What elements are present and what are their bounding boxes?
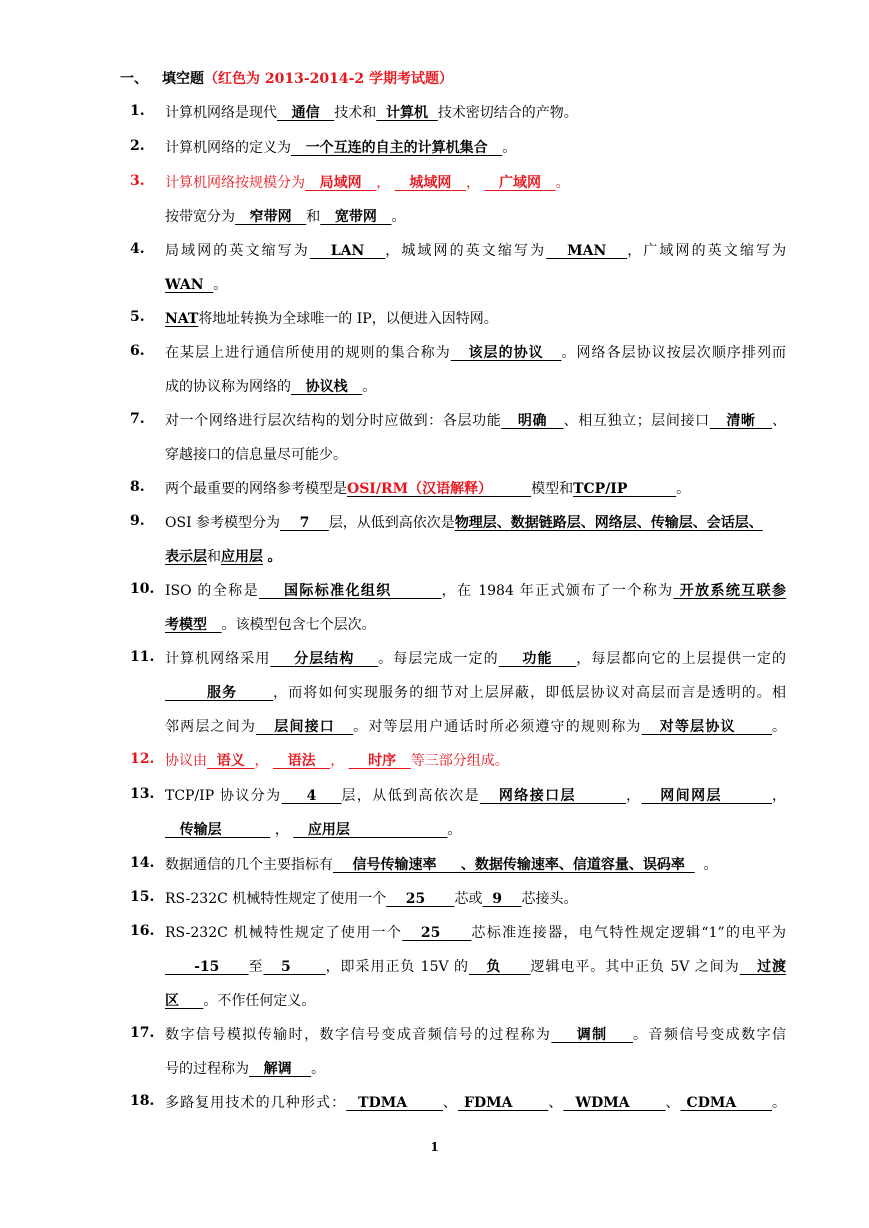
answer-blank: 清晰	[726, 413, 756, 429]
text: 技术和	[334, 105, 377, 121]
section-title: 填空题	[162, 71, 204, 87]
answer-blank: 语法	[287, 753, 316, 769]
question-line	[165, 103, 578, 123]
answer-blank: 服务	[206, 685, 238, 701]
text: ，在 1984 年正式颁布了一个称为	[441, 583, 674, 599]
question-line	[165, 377, 376, 397]
answer-blank: 宽带网	[334, 209, 377, 225]
answer-blank: 时序	[368, 753, 397, 769]
text: 。	[703, 857, 718, 873]
question-number: 3.	[130, 173, 145, 189]
question-number: 16.	[130, 923, 155, 939]
answer-blank: TCP/IP	[573, 481, 628, 497]
text: 。	[311, 1061, 326, 1077]
answer-blank: 层间接口	[274, 719, 335, 735]
text: ，即采用正负 15V 的	[325, 959, 469, 975]
question-number: 15.	[130, 889, 155, 905]
text: ，每层都向它的上层提供一定的	[576, 651, 787, 667]
text: 对一个网络进行层次结构的划分时应做到：各层功能	[165, 413, 502, 429]
text: 将地址转换为全球唯一的 IP，以便进入因特网。	[198, 311, 498, 327]
text: ，	[772, 788, 787, 804]
question-line	[165, 923, 786, 943]
answer-blank: 该层的协议	[468, 345, 544, 361]
answer-blank: 25	[420, 925, 441, 941]
answer-blank: 国际标准化组织	[283, 583, 392, 599]
text: ，	[376, 175, 391, 191]
answer-blank: 物理层、数据链路层、网络层、传输层、会话层、	[454, 515, 763, 531]
text: 、	[665, 1095, 681, 1111]
question-line	[165, 581, 786, 601]
text: 计算机网络是现代	[165, 105, 277, 121]
answer-blank: 区	[165, 993, 179, 1009]
question-number: 2.	[130, 138, 145, 154]
text: 至	[248, 959, 264, 975]
text: 成的协议称为网络的	[165, 379, 291, 395]
text: ，	[626, 788, 642, 804]
text: 层，从低到高依次是	[328, 515, 455, 531]
answer-blank: TDMA	[358, 1095, 408, 1111]
question-line	[165, 479, 690, 499]
text: 计算机网络按规模分为	[165, 175, 305, 191]
question-number: 10.	[130, 581, 155, 597]
text: 。	[447, 822, 462, 838]
question-line	[165, 889, 578, 909]
answer-blank: 开放系统互联参	[679, 583, 787, 599]
question-line	[165, 615, 376, 635]
text: 芯接头。	[521, 891, 578, 907]
text: ，	[465, 175, 480, 191]
question-line	[165, 445, 347, 465]
question-line	[165, 411, 786, 431]
answer-blank: 解调	[263, 1061, 292, 1077]
text: 。	[391, 209, 406, 225]
text: 。网络各层协议按层次顺序排列而	[561, 345, 787, 361]
answer-blank: 7	[299, 515, 310, 531]
text: 。该模型包含七个层次。	[221, 617, 376, 633]
text: 模型和	[531, 481, 574, 497]
question-line	[165, 241, 786, 261]
question-line	[165, 957, 786, 977]
text: 。	[267, 549, 282, 565]
question-line	[165, 1059, 325, 1079]
question-number: 17.	[130, 1025, 155, 1041]
answer-blank: WDMA	[575, 1095, 630, 1111]
answer-blank: 传输层	[179, 822, 222, 838]
text: 和	[207, 549, 221, 565]
text: 数据通信的几个主要指标有	[165, 857, 333, 873]
answer-blank: 网间网层	[660, 788, 722, 804]
question-line	[165, 513, 763, 533]
answer-blank: 局域网	[319, 175, 362, 191]
answer-blank: 对等层协议	[659, 719, 736, 735]
text: 。	[555, 175, 570, 191]
text: 、相互独立；层间接口	[563, 413, 710, 429]
text: 计算机网络采用	[165, 651, 271, 667]
text: ，	[330, 753, 345, 769]
answer-blank: 明确	[517, 413, 548, 429]
question-line	[165, 309, 498, 329]
text: 。	[362, 379, 377, 395]
text: 协议由	[165, 753, 207, 769]
text: 、	[772, 413, 787, 429]
text: 。	[772, 719, 787, 735]
text: 层，从低到高依次是	[341, 788, 481, 804]
answer-blank: 广域网	[499, 175, 542, 191]
answer-blank: 功能	[522, 651, 553, 667]
question-line	[165, 820, 461, 840]
question-line	[165, 547, 281, 567]
question-number: 6.	[130, 343, 145, 359]
answer-blank: 应用层	[307, 822, 350, 838]
question-number: 7.	[130, 411, 145, 427]
answer-blank: 分层结构	[294, 651, 355, 667]
answer-blank: 网络接口层	[498, 788, 576, 804]
text: 邻两层之间为	[165, 719, 257, 735]
question-line	[165, 343, 786, 363]
question-line	[165, 786, 786, 806]
question-number: 8.	[130, 479, 145, 495]
text: ，而将如何实现服务的细节对上层屏蔽，即低层协议对高层而言是透明的。相	[273, 685, 787, 701]
answer-blank: 协议栈	[305, 379, 348, 395]
answer-blank: LAN	[330, 243, 365, 259]
section-heading	[120, 68, 453, 88]
text: 在某层上进行通信所使用的规则的集合称为	[165, 345, 451, 361]
answer-blank: FDMA	[464, 1095, 513, 1111]
question-line	[165, 207, 406, 227]
question-line	[165, 649, 786, 669]
text: 按带宽分为	[165, 209, 235, 225]
question-number: 4.	[130, 241, 145, 257]
page-number: 1	[430, 1140, 439, 1154]
text: 芯或	[454, 891, 483, 907]
text: TCP/IP 协议分为	[165, 788, 282, 804]
text: 。对等层用户通话时所必须遵守的规则称为	[353, 719, 642, 735]
text: RS-232C 机械特性规定了使用一个	[165, 891, 387, 907]
text: 局域网的英文缩写为	[165, 243, 310, 259]
text: 计算机网络的定义为	[165, 140, 291, 156]
text: 等三部分组成。	[410, 753, 509, 769]
question-line	[165, 991, 315, 1011]
answer-blank: 通信	[291, 105, 320, 121]
text: 两个最重要的网络参考模型是	[165, 481, 347, 497]
text: 。每层完成一定的	[378, 651, 499, 667]
text: ，	[274, 822, 289, 838]
question-number: 11.	[130, 649, 155, 665]
answer-blank: 语义	[216, 753, 245, 769]
question-line	[165, 275, 227, 295]
text: 。	[502, 140, 517, 156]
question-line	[165, 751, 509, 771]
section-note: （红色为 2013-2014-2 学期考试题）	[204, 71, 454, 87]
answer-blank: 9	[492, 891, 502, 907]
answer-blank: -15	[194, 959, 220, 975]
question-line	[165, 173, 570, 193]
section-number: 一、	[120, 71, 148, 87]
text: 。	[213, 277, 228, 293]
text: 。不作任何定义。	[203, 993, 316, 1009]
question-line	[165, 683, 786, 703]
answer-blank: 过渡	[757, 959, 787, 975]
text: 穿越接口的信息量尽可能少。	[165, 447, 347, 463]
text: 、	[442, 1095, 459, 1111]
question-number: 18.	[130, 1093, 155, 1109]
question-line	[165, 855, 718, 875]
text: ，广域网的英文缩写为	[627, 243, 787, 259]
text: ISO 的全称是	[165, 583, 259, 599]
question-number: 12.	[130, 751, 155, 767]
answer-blank: 信号传输速率 、数据传输速率、信道容量、误码率	[352, 857, 685, 873]
answer-blank: 考模型	[165, 617, 207, 633]
text: 。音频信号变成数字信	[632, 1027, 787, 1043]
question-line	[165, 717, 786, 737]
answer-blank: 计算机	[386, 105, 428, 121]
answer-blank: MAN	[567, 243, 607, 259]
text: OSI 参考模型分为	[165, 515, 281, 531]
text: 数字信号模拟传输时，数字信号变成音频信号的过程称为	[165, 1027, 552, 1043]
answer-blank: OSI/RM（汉语解释）	[347, 481, 493, 497]
answer-blank: NAT	[165, 311, 199, 327]
question-number: 9.	[130, 513, 145, 529]
answer-blank: WAN	[165, 277, 204, 293]
text: 号的过程称为	[165, 1061, 249, 1077]
text: 和	[306, 209, 321, 225]
answer-blank: 25	[405, 891, 426, 907]
question-number: 13.	[130, 786, 155, 802]
question-line	[165, 1093, 786, 1113]
answer-blank: 一个互连的自主的计算机集合	[305, 140, 488, 156]
question-number: 14.	[130, 855, 155, 871]
text: 逻辑电平。其中正负 5V 之间为	[530, 959, 740, 975]
text: 。	[772, 1095, 787, 1111]
answer-blank: 应用层	[221, 549, 263, 565]
text: ，城域网的英文缩写为	[385, 243, 547, 259]
text: ，	[254, 753, 269, 769]
text: 多路复用技术的几种形式：	[165, 1095, 347, 1111]
answer-blank: CDMA	[686, 1095, 737, 1111]
answer-blank: 4	[306, 788, 317, 804]
answer-blank: 城域网	[409, 175, 452, 191]
answer-blank: 表示层	[165, 549, 207, 565]
text: 。	[676, 481, 691, 497]
answer-blank: 调制	[576, 1027, 608, 1043]
question-number: 1.	[130, 103, 145, 119]
answer-blank: 负	[486, 959, 502, 975]
question-number: 5.	[130, 309, 145, 325]
question-line	[165, 138, 516, 158]
text: 芯标准连接器，电气特性规定逻辑“1”的电平为	[471, 925, 786, 941]
answer-blank: 窄带网	[249, 209, 292, 225]
text: 技术密切结合的产物。	[437, 105, 578, 121]
text: 、	[548, 1095, 564, 1111]
text: RS-232C 机械特性规定了使用一个	[165, 925, 403, 941]
answer-blank: 5	[280, 959, 291, 975]
question-line	[165, 1025, 786, 1045]
